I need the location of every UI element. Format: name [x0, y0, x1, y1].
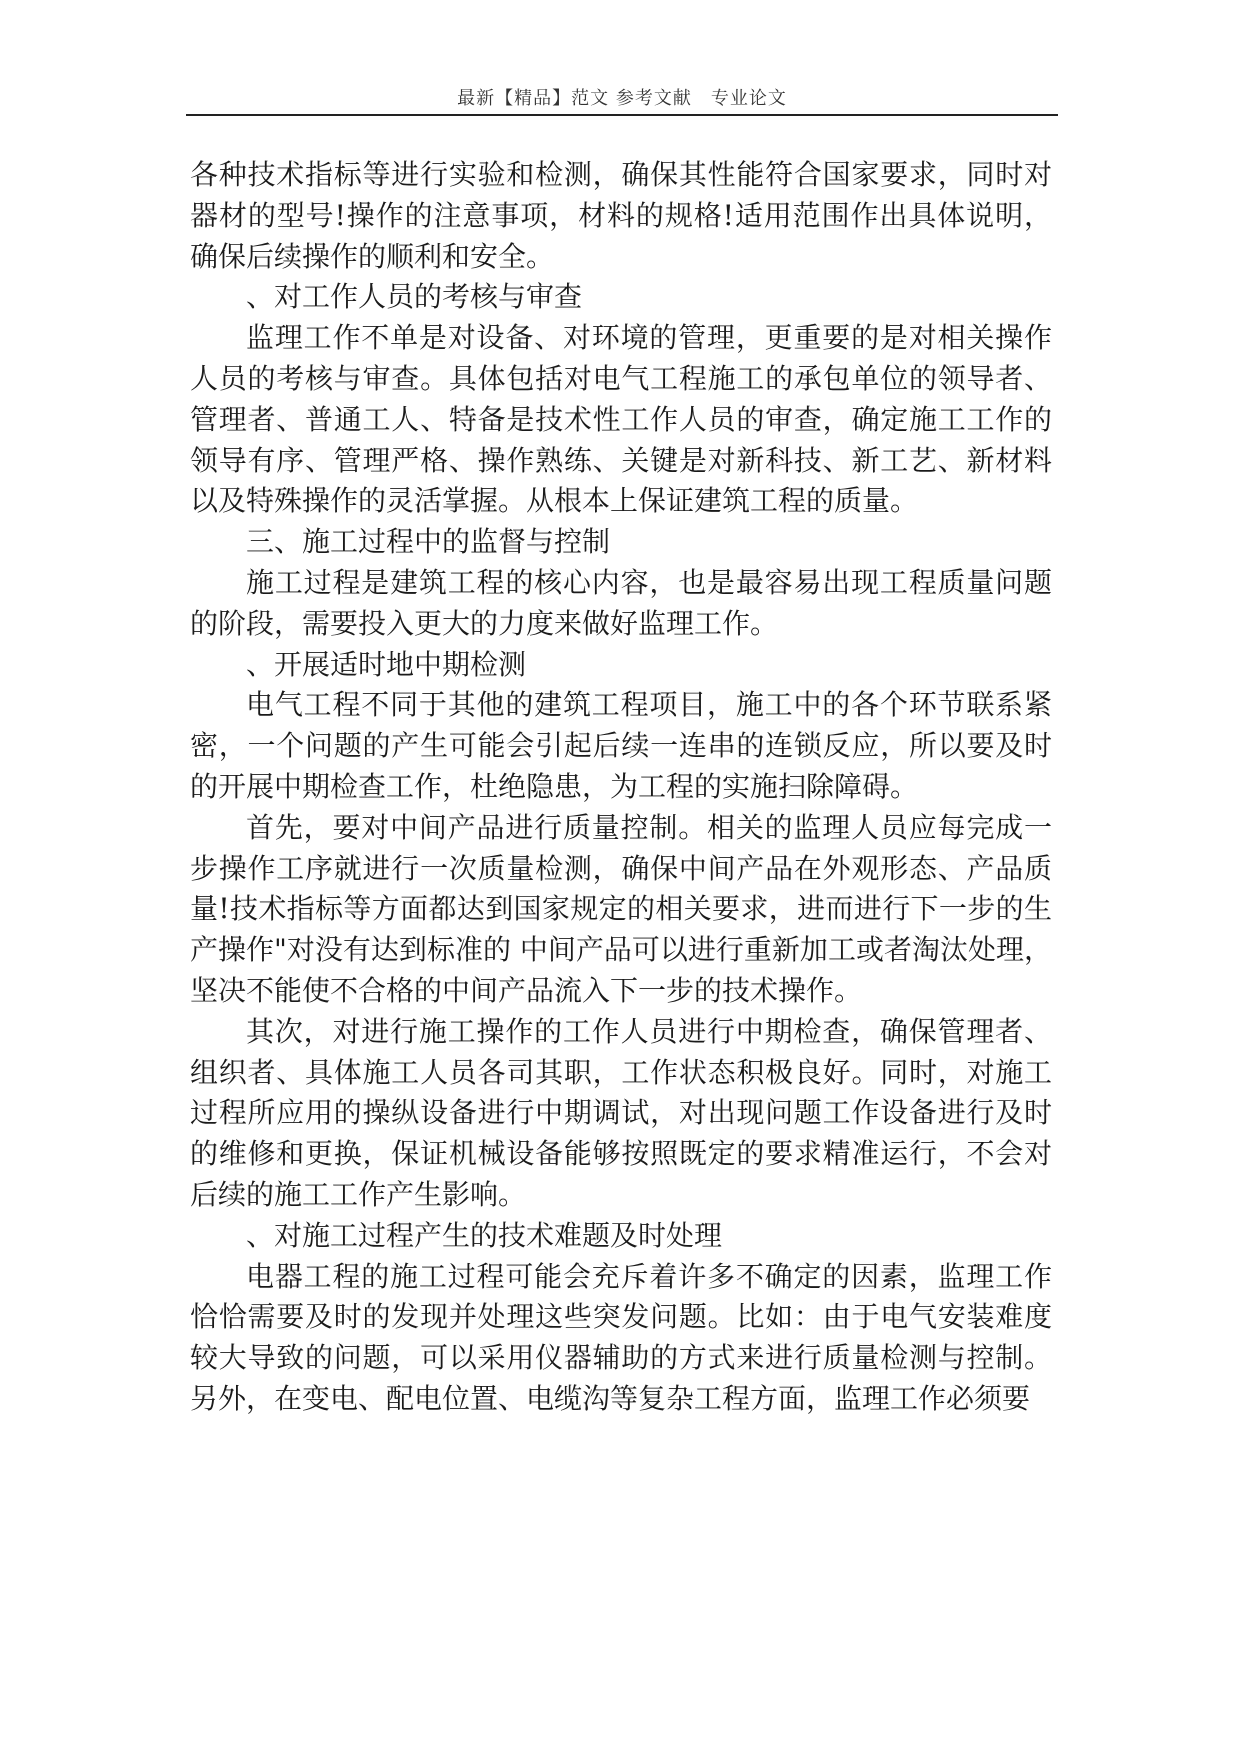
- section-heading-midterm-inspection: 、开展适时地中期检测: [246, 647, 527, 681]
- paragraph-second-staff-check: 其次，对进行施工操作的工作人员进行中期检查，确保管理者、组织者、具体施工人员各司其职，工作状态积极良好。同时，对施工过程所应用的操纵设备进行中期调试，对出现问题工作设备进行及时的维修和更换，保证机械设备能够按照既定的要求精准运行，不会对后续的施工工作产生影响。: [190, 1014, 1052, 1211]
- header-divider: [186, 114, 1058, 116]
- section-heading-staff-review: 、对工作人员的考核与审查: [246, 280, 583, 314]
- paragraph-technical-problems: 电器工程的施工过程可能会充斥着许多不确定的因素，监理工作恰恰需要及时的发现并处理这些突发问题。比如：由于电气安装难度较大导致的问题，可以采用仪器辅助的方式来进行质量检测与控制。另外，在变电、配电位置、电缆沟等复杂工程方面，监理工作必须要: [190, 1259, 1052, 1415]
- section-heading-technical-problems: 、对施工过程产生的技术难题及时处理: [246, 1218, 723, 1252]
- paragraph-construction-process: 施工过程是建筑工程的核心内容，也是最容易出现工程质量问题的阶段，需要投入更大的力度来做好监理工作。: [190, 565, 1052, 640]
- section-heading-construction-supervision: 三、施工过程中的监督与控制: [246, 525, 611, 559]
- document-body: [190, 155, 1052, 1420]
- paragraph-continuation: 各种技术指标等进行实验和检测，确保其性能符合国家要求，同时对器材的型号!操作的注意事项，材料的规格!适用范围作出具体说明，确保后续操作的顺利和安全。: [190, 158, 1052, 273]
- paragraph-first-quality-control: 首先，要对中间产品进行质量控制。相关的监理人员应每完成一步操作工序就进行一次质量检测，确保中间产品在外观形态、产品质量!技术指标等方面都达到国家规定的相关要求，进而进行下一步的生产操作"对没有达到标准的 中间产品可以进行重新加工或者淘汰处理，坚决不能使不合格的中间产品流入下一步的技术操作。: [190, 810, 1052, 1007]
- paragraph-staff-review: 监理工作不单是对设备、对环境的管理，更重要的是对相关操作人员的考核与审查。具体包括对电气工程施工的承包单位的领导者、管理者、普通工人、特备是技术性工作人员的审查，确定施工工作的领导有序、管理严格、操作熟练、关键是对新科技、新工艺、新材料以及特殊操作的灵活掌握。从根本上保证建筑工程的质量。: [190, 321, 1052, 518]
- page-header: 最新【精品】范文 参考文献 专业论文: [457, 88, 787, 109]
- paragraph-electrical-engineering: 电气工程不同于其他的建筑工程项目，施工中的各个环节联系紧密，一个问题的产生可能会引起后续一连串的连锁反应，所以要及时的开展中期检查工作，杜绝隐患，为工程的实施扫除障碍。: [190, 688, 1052, 803]
